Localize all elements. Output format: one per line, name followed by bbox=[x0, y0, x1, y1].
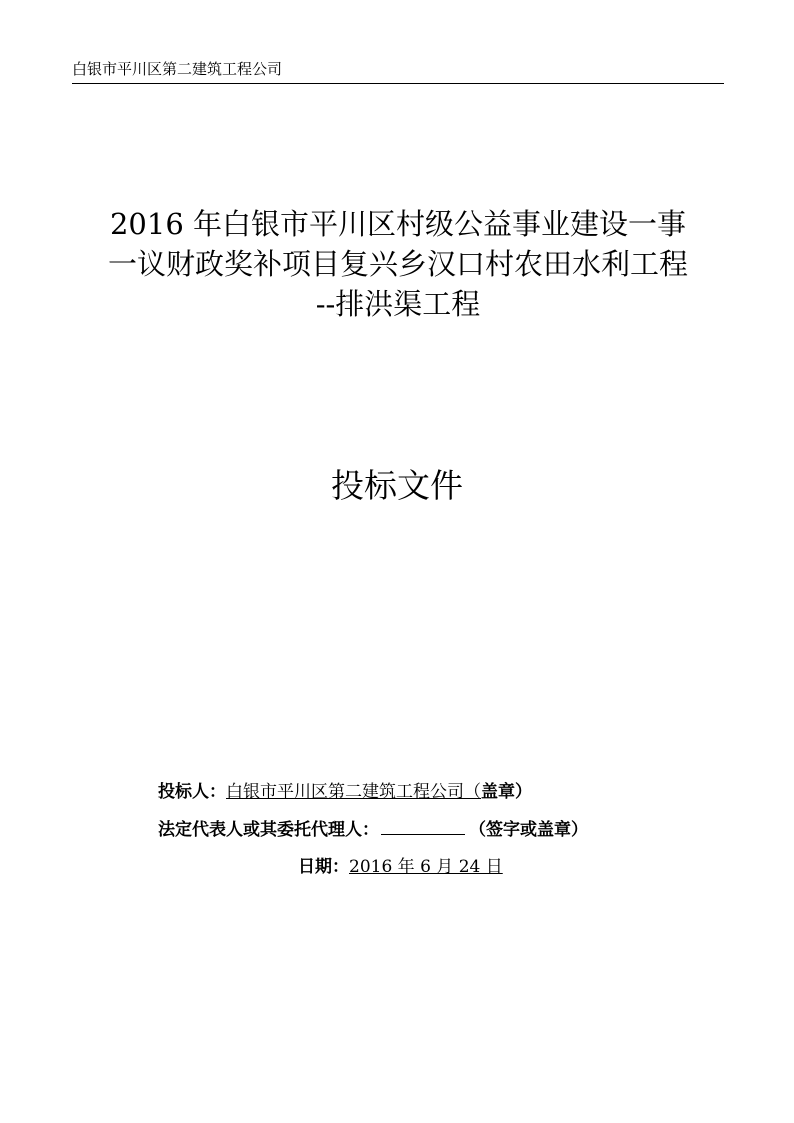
title-line-1: 2016 年白银市平川区村级公益事业建设一事 bbox=[109, 207, 687, 241]
title-line-2: 一议财政奖补项目复兴乡汉口村农田水利工程 bbox=[107, 247, 688, 281]
date-value: 2016 年 6 月 24 日 bbox=[349, 857, 503, 877]
signature-blank bbox=[381, 819, 465, 835]
document-title bbox=[60, 204, 736, 324]
representative-line bbox=[158, 819, 588, 841]
bidder-seal-note: 盖章） bbox=[481, 782, 532, 802]
page-header bbox=[72, 57, 724, 84]
bidder-value: 白银市平川区第二建筑工程公司（ bbox=[226, 782, 481, 802]
representative-sign-note: （签字或盖章） bbox=[469, 820, 588, 840]
header-company-name: 白银市平川区第二建筑工程公司 bbox=[72, 60, 283, 78]
date-line bbox=[298, 856, 503, 878]
date-label: 日期： bbox=[298, 857, 349, 877]
bidder-line bbox=[158, 781, 532, 803]
bidder-label: 投标人： bbox=[158, 782, 226, 802]
representative-label: 法定代表人或其委托代理人： bbox=[158, 820, 379, 840]
title-line-3: --排洪渠工程 bbox=[315, 287, 481, 321]
document-type-heading: 投标文件 bbox=[331, 466, 463, 505]
